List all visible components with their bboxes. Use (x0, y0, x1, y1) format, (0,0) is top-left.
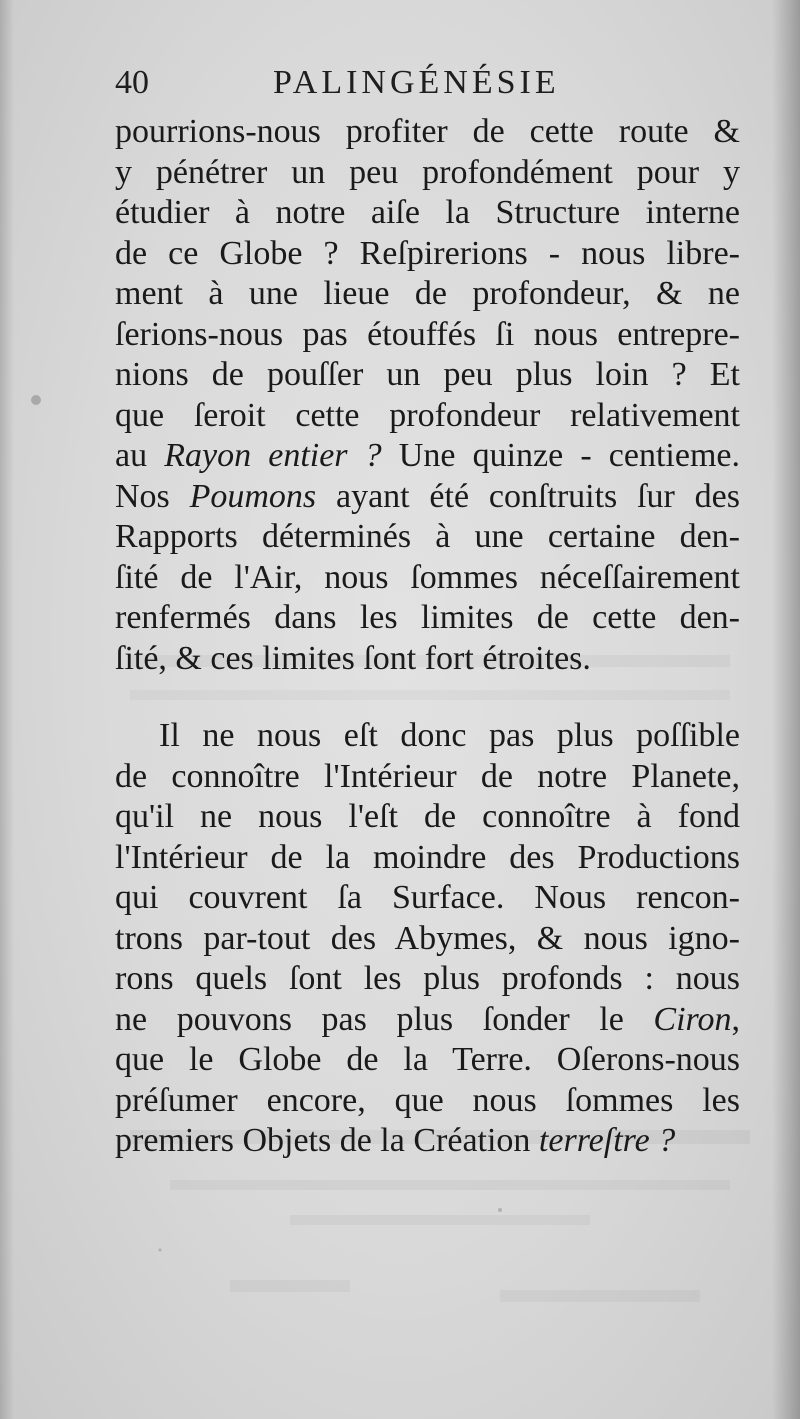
line-text: ſerions-nous pas étouffés ſi nous entrepre- (115, 315, 740, 353)
line-text: préſumer encore, que nous ſommes les (115, 1081, 740, 1119)
text-line (115, 639, 740, 680)
line-text: Rapports déterminés à une certaine den- (115, 518, 740, 555)
line-text: premiers Objets de la Création (115, 1122, 539, 1159)
text-line (115, 396, 740, 437)
line-text: qui couvrent ſa Surface. Nous rencon- (115, 879, 740, 916)
line-text: ne pouvons pas plus ſonder le (115, 1000, 654, 1038)
paragraph-1 (115, 112, 740, 679)
line-text: Nos (115, 477, 190, 515)
text-line (115, 193, 740, 234)
text-line (115, 517, 740, 558)
paragraph-gap (115, 679, 740, 716)
text-line (115, 274, 740, 315)
text-line (115, 878, 740, 919)
line-text: l'Intérieur de la moindre des Productions (115, 838, 740, 876)
line-text: ſité, & ces limites ſont fort étroites. (115, 639, 591, 677)
italic-term: Ciron (653, 1000, 732, 1038)
italic-term: terreſtre ? (538, 1122, 676, 1159)
line-text: , (731, 1000, 740, 1038)
text-line (115, 919, 740, 960)
line-text: nions de pouſſer un peu plus loin ? Et (115, 356, 740, 393)
line-text: que le Globe de la Terre. Oſerons-nous (115, 1041, 740, 1078)
text-line (115, 716, 740, 757)
text-line (115, 1081, 740, 1122)
text-line (115, 477, 740, 518)
line-text: au (115, 437, 165, 474)
line-text: de connoître l'Intérieur de notre Planete, (115, 757, 740, 795)
body-text (115, 112, 740, 1162)
text-line (115, 558, 740, 599)
text-line (115, 598, 740, 639)
line-text: rons quels ſont les plus profonds : nous (115, 960, 740, 997)
page-number: 40 (115, 64, 149, 101)
text-line (115, 355, 740, 396)
text-line (115, 959, 740, 1000)
text-line (115, 436, 740, 477)
italic-term: Poumons (189, 477, 317, 515)
italic-term: Rayon entier ? (164, 437, 382, 474)
text-line (115, 1000, 740, 1041)
running-title: PALINGÉNÉSIE (273, 64, 560, 101)
text-line (115, 797, 740, 838)
line-text: ſité de l'Air, nous ſommes néceſſairement (115, 558, 740, 596)
line-text: de ce Globe ? Reſpirerions - nous libre- (115, 234, 740, 272)
line-text: ayant été conſtruits ſur des (316, 477, 740, 515)
line-text: qu'il ne nous l'eſt de connoître à fond (115, 798, 740, 835)
paragraph-2 (115, 716, 740, 1162)
line-text: pourrions-nous profiter de cette route & (115, 113, 740, 150)
text-line (115, 153, 740, 194)
line-text: étudier à notre aiſe la Structure interne (115, 194, 740, 231)
line-text: renfermés dans les limites de cette den- (115, 599, 740, 636)
text-line (115, 1121, 740, 1162)
text-line (115, 838, 740, 879)
text-line (115, 234, 740, 275)
running-header (115, 60, 755, 110)
text-line (115, 1040, 740, 1081)
line-text: y pénétrer un peu profondément pour y (115, 153, 740, 191)
line-text: Une quinze - centieme. (381, 437, 741, 474)
text-line (115, 757, 740, 798)
line-text: que ſeroit cette profondeur relativement (115, 396, 740, 434)
line-text: Il ne nous eſt donc pas plus poſſible (159, 717, 740, 754)
text-line (115, 315, 740, 356)
text-line (115, 112, 740, 153)
line-text: trons par-tout des Abymes, & nous igno- (115, 919, 740, 957)
line-text: ment à une lieue de profondeur, & ne (115, 275, 740, 312)
